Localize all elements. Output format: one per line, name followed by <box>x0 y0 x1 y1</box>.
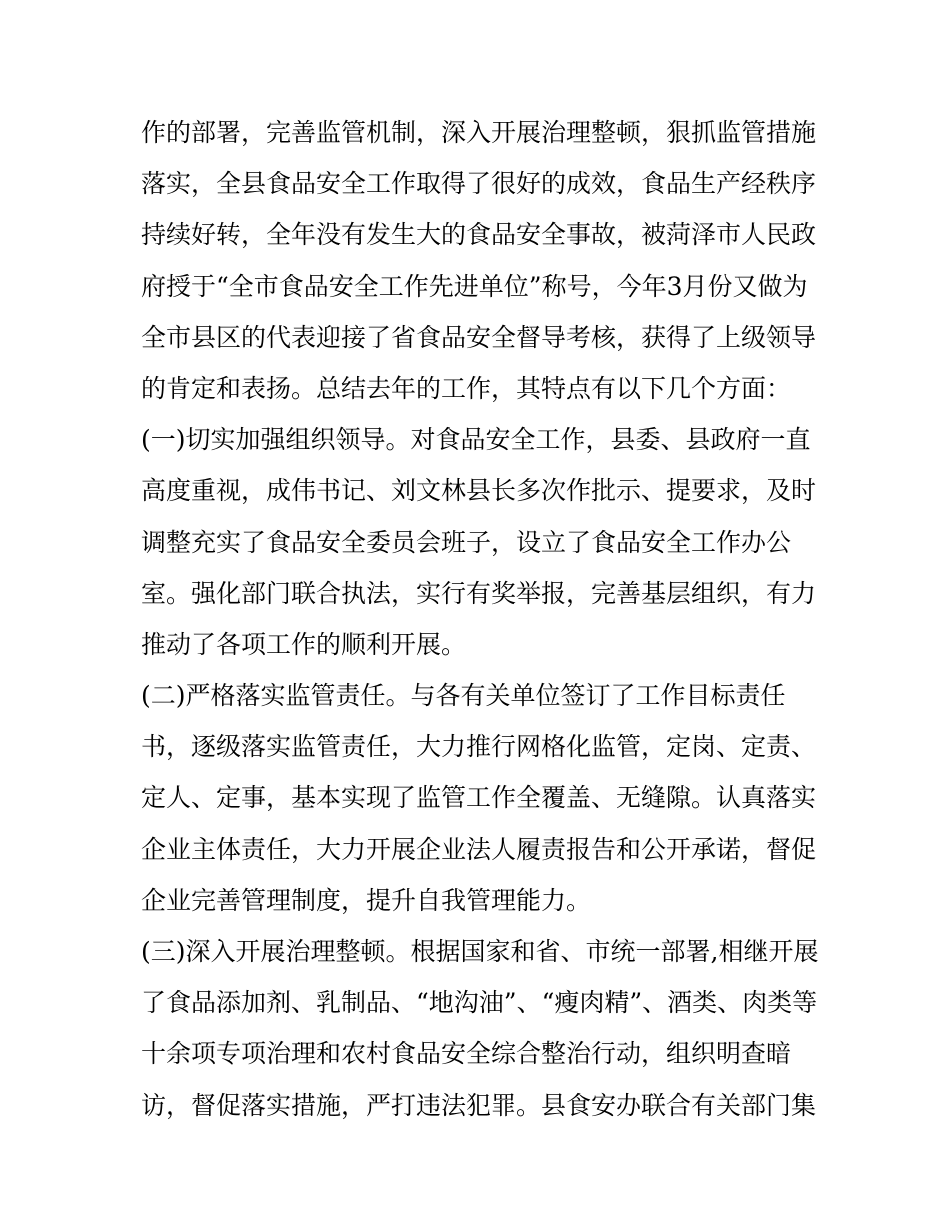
text-line: 的肯定和表扬。总结去年的工作，其特点有以下几个方面： <box>141 373 792 403</box>
text-line: 企业完善管理制度，提升自我管理能力。 <box>141 885 592 915</box>
document-body <box>141 107 821 1131</box>
text-line: 室。强化部门联合执法，实行有奖举报，完善基层组织，有力 <box>141 578 817 608</box>
text-line: 企业主体责任，大力开展企业法人履责报告和公开承诺，督促 <box>141 834 817 864</box>
text-line: (一)切实加强组织领导。对食品安全工作，县委、县政府一直 <box>141 425 811 455</box>
text-line: 落实，全县食品安全工作取得了很好的成效，食品生产经秩序 <box>141 169 817 199</box>
text-line: 持续好转，全年没有发生大的食品安全事故，被菏泽市人民政 <box>141 220 817 250</box>
text-line: 推动了各项工作的顺利开展。 <box>141 629 467 659</box>
text-line: 书，逐级落实监管责任，大力推行网格化监管，定岗、定责、 <box>141 732 817 762</box>
text-line: 访，督促落实措施，严打违法犯罪。县食安办联合有关部门集 <box>141 1090 817 1120</box>
text-line: 作的部署，完善监管机制，深入开展治理整顿，狠抓监管措施 <box>141 118 817 147</box>
text-line: 了食品添加剂、乳制品、“地沟油”、“瘦肉精”、酒类、肉类等 <box>141 988 818 1018</box>
text-line: 十余项专项治理和农村食品安全综合整治行动，组织明查暗 <box>141 1039 792 1069</box>
text-line: 定人、定事，基本实现了监管工作全覆盖、无缝隙。认真落实 <box>141 783 817 813</box>
text-line: 调整充实了食品安全委员会班子，设立了食品安全工作办公 <box>141 527 792 557</box>
text-line: 府授于“全市食品安全工作先进单位”称号，今年3月份又做为 <box>141 271 808 301</box>
text-line: 高度重视，成伟书记、刘文林县长多次作批示、提要求，及时 <box>141 476 817 506</box>
text-line: (二)严格落实监管责任。与各有关单位签订了工作目标责任 <box>141 681 786 711</box>
text-line: (三)深入开展治理整顿。根据国家和省、市统一部署,相继开展 <box>141 937 819 966</box>
text-line: 全市县区的代表迎接了省食品安全督导考核，获得了上级领导 <box>141 322 817 352</box>
